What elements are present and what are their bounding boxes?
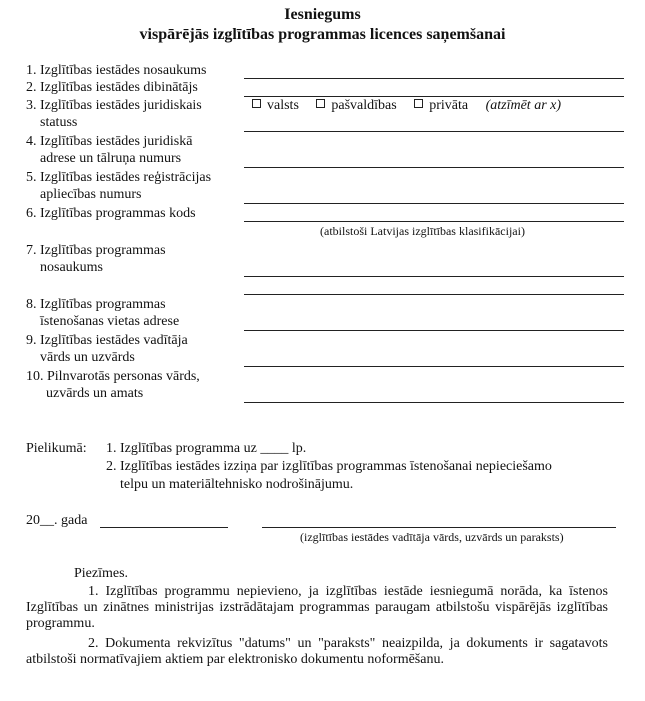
item-7-field[interactable] (244, 276, 624, 277)
item-3-field (244, 131, 624, 132)
item-2-field[interactable] (244, 96, 624, 97)
item-7-field-2[interactable] (244, 294, 624, 295)
date-field[interactable] (100, 527, 228, 528)
status-options (252, 98, 561, 114)
item-4-field[interactable] (244, 167, 624, 168)
status-hint: (atzīmēt ar x) (485, 98, 562, 113)
item-6-field[interactable] (244, 221, 624, 222)
item-10-label-cont: uzvārds un amats (46, 386, 144, 401)
attachment-2: 2. Izglītības iestādes izziņa par izglītības programmas īstenošanai nepieciešamo (106, 459, 552, 474)
document-subtitle: vispārējās izglītības programmas licences saņemšanai (139, 26, 506, 43)
item-5-label-cont: apliecības numurs (40, 187, 142, 202)
item-5-label: 5. Izglītības iestādes reģistrācijas (26, 170, 212, 185)
note-1: 1. Izglītības programmu nepievieno, ja izglītības iestāde iesniegumā norāda, ka īstenos Izglītības un zinātnes ministrijas izstrādātajam programmas paraugam atbilstošu vispārējās izglītības programmu. (26, 584, 608, 631)
attachments-label: Pielikumā: (26, 441, 87, 456)
item-8-label: 8. Izglītības programmas (26, 297, 166, 312)
checkbox-pasvaldibas[interactable] (316, 99, 325, 108)
date-prefix: 20__. gada (26, 513, 88, 528)
item-1-field[interactable] (244, 78, 624, 79)
item-8-label-cont: īstenošanas vietas adrese (40, 314, 180, 329)
classification-note: (atbilstoši Latvijas izglītības klasifikācijai) (320, 224, 525, 238)
status-option-privata[interactable]: privāta (414, 98, 468, 114)
document-title: Iesniegums (284, 6, 361, 23)
item-9-field[interactable] (244, 366, 624, 367)
item-9-label-cont: vārds un uzvārds (40, 350, 135, 365)
attachment-2-cont: telpu un materiāltehnisko nodrošinājumu. (120, 477, 354, 492)
item-7-label-cont: nosaukums (40, 260, 103, 275)
item-4-label: 4. Izglītības iestādes juridiskā (26, 134, 193, 149)
attachment-1: 1. Izglītības programma uz ____ lp. (106, 441, 307, 456)
signature-caption: (izglītības iestādes vadītāja vārds, uzvārds un paraksts) (300, 530, 564, 544)
item-1-label: 1. Izglītības iestādes nosaukums (26, 63, 207, 78)
notes-heading: Piezīmes. (74, 566, 129, 581)
note-2: 2. Dokumenta rekvizītus "datums" un "paraksts" neaizpilda, ja dokuments ir sagatavots atbilstoši normatīvajiem aktiem par elektronisko dokumentu noformēšanu. (26, 636, 608, 667)
item-6-label: 6. Izglītības programmas kods (26, 206, 196, 221)
item-5-field[interactable] (244, 203, 624, 204)
item-10-field[interactable] (244, 402, 624, 403)
item-9-label: 9. Izglītības iestādes vadītāja (26, 333, 188, 348)
status-option-valsts[interactable]: valsts (252, 98, 299, 114)
status-option-pasvaldibas[interactable]: pašvaldības (316, 98, 396, 114)
checkbox-valsts[interactable] (252, 99, 261, 108)
item-10-label: 10. Pilnvarotās personas vārds, (26, 369, 200, 384)
item-4-label-cont: adrese un tālruņa numurs (40, 151, 182, 166)
item-7-label: 7. Izglītības programmas (26, 243, 166, 258)
checkbox-privata[interactable] (414, 99, 423, 108)
item-3-label-cont: statuss (40, 115, 78, 130)
item-3-label: 3. Izglītības iestādes juridiskais (26, 98, 202, 113)
signature-field[interactable] (262, 527, 616, 528)
item-2-label: 2. Izglītības iestādes dibinātājs (26, 80, 198, 95)
item-8-field[interactable] (244, 330, 624, 331)
